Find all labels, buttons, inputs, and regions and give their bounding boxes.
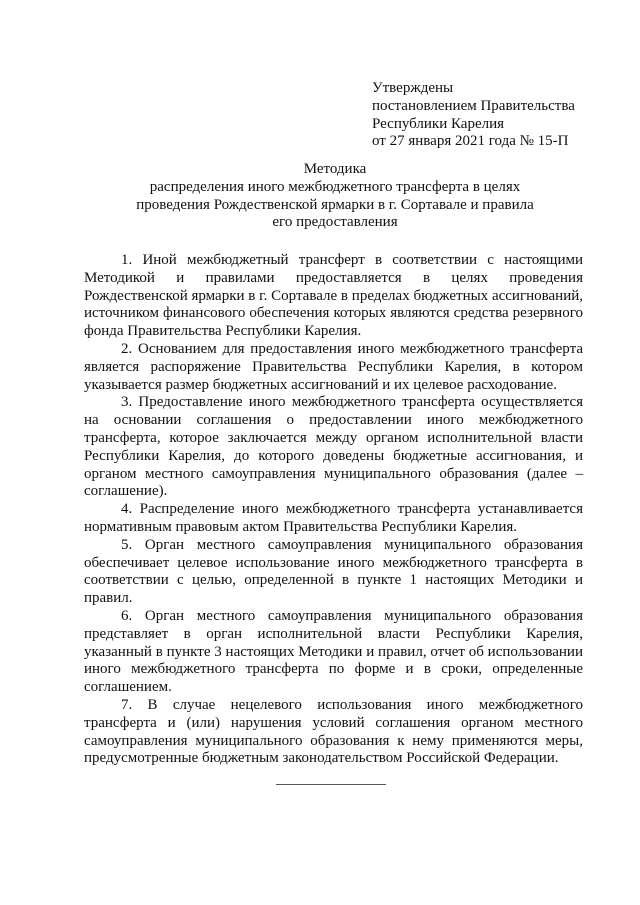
title-line: распределения иного межбюджетного трансферта в целях [149, 178, 521, 195]
approval-line: постановлением Правительства [372, 97, 575, 114]
paragraph-1: 1. Иной межбюджетный трансферт в соответствии с настоящими Методикой и правилами предоставляется в целях проведения Рождественской ярмарки в г. Сортавале в пределах бюджетных ассигнований, источником финансового обеспечения которых являются средства резервного фонда Правительства Республики Карелия. [84, 252, 583, 340]
document-body [84, 252, 583, 768]
title-line: проведения Рождественской ярмарки в г. Сортавале и правила [136, 196, 534, 213]
paragraph-6: 6. Орган местного самоуправления муниципального образования представляет в орган исполнительной власти Республики Карелия, указанный в пункте 3 настоящих Методики и правил, отчет об использовании иного межбюджетного трансферта по форме и в сроки, определенные соглашением. [84, 607, 583, 696]
paragraph-3: 3. Предоставление иного межбюджетного трансферта осуществляется на основании соглашения о предоставлении иного межбюджетного трансферта, которое заключается между органом исполнительной власти Республики Карелия, до которого доведены бюджетные ассигнования, и органом местного самоуправления муниципального образования (далее – соглашение). [84, 394, 583, 500]
paragraph-7: 7. В случае нецелевого использования иного межбюджетного трансферта и (или) нарушения условий соглашения органом местного самоуправления муниципального образования к нему применяются меры, предусмотренные бюджетным законодательством Российской Федерации. [84, 696, 583, 767]
approval-date-line: от 27 января 2021 года № 15-П [372, 133, 569, 150]
end-divider [276, 784, 386, 785]
document-title [100, 161, 570, 232]
title-line: Методика [303, 161, 367, 177]
approval-block [372, 80, 632, 151]
approval-line: Республики Карелия [372, 115, 505, 132]
paragraph-5: 5. Орган местного самоуправления муниципального образования обеспечивает целевое использование иного межбюджетного трансферта в соответствии с целью, определенной в пункте 1 настоящих Методики и правил. [84, 536, 583, 607]
paragraph-4: 4. Распределение иного межбюджетного трансферта устанавливается нормативным правовым актом Правительства Республики Карелия. [84, 501, 583, 535]
title-line: его предоставления [272, 214, 398, 231]
paragraph-2: 2. Основанием для предоставления иного межбюджетного трансферта является распоряжение Правительства Республики Карелия, в котором указывается размер бюджетных ассигнований и их целевое расходование. [84, 340, 583, 393]
approval-line: Утверждены [372, 80, 454, 96]
